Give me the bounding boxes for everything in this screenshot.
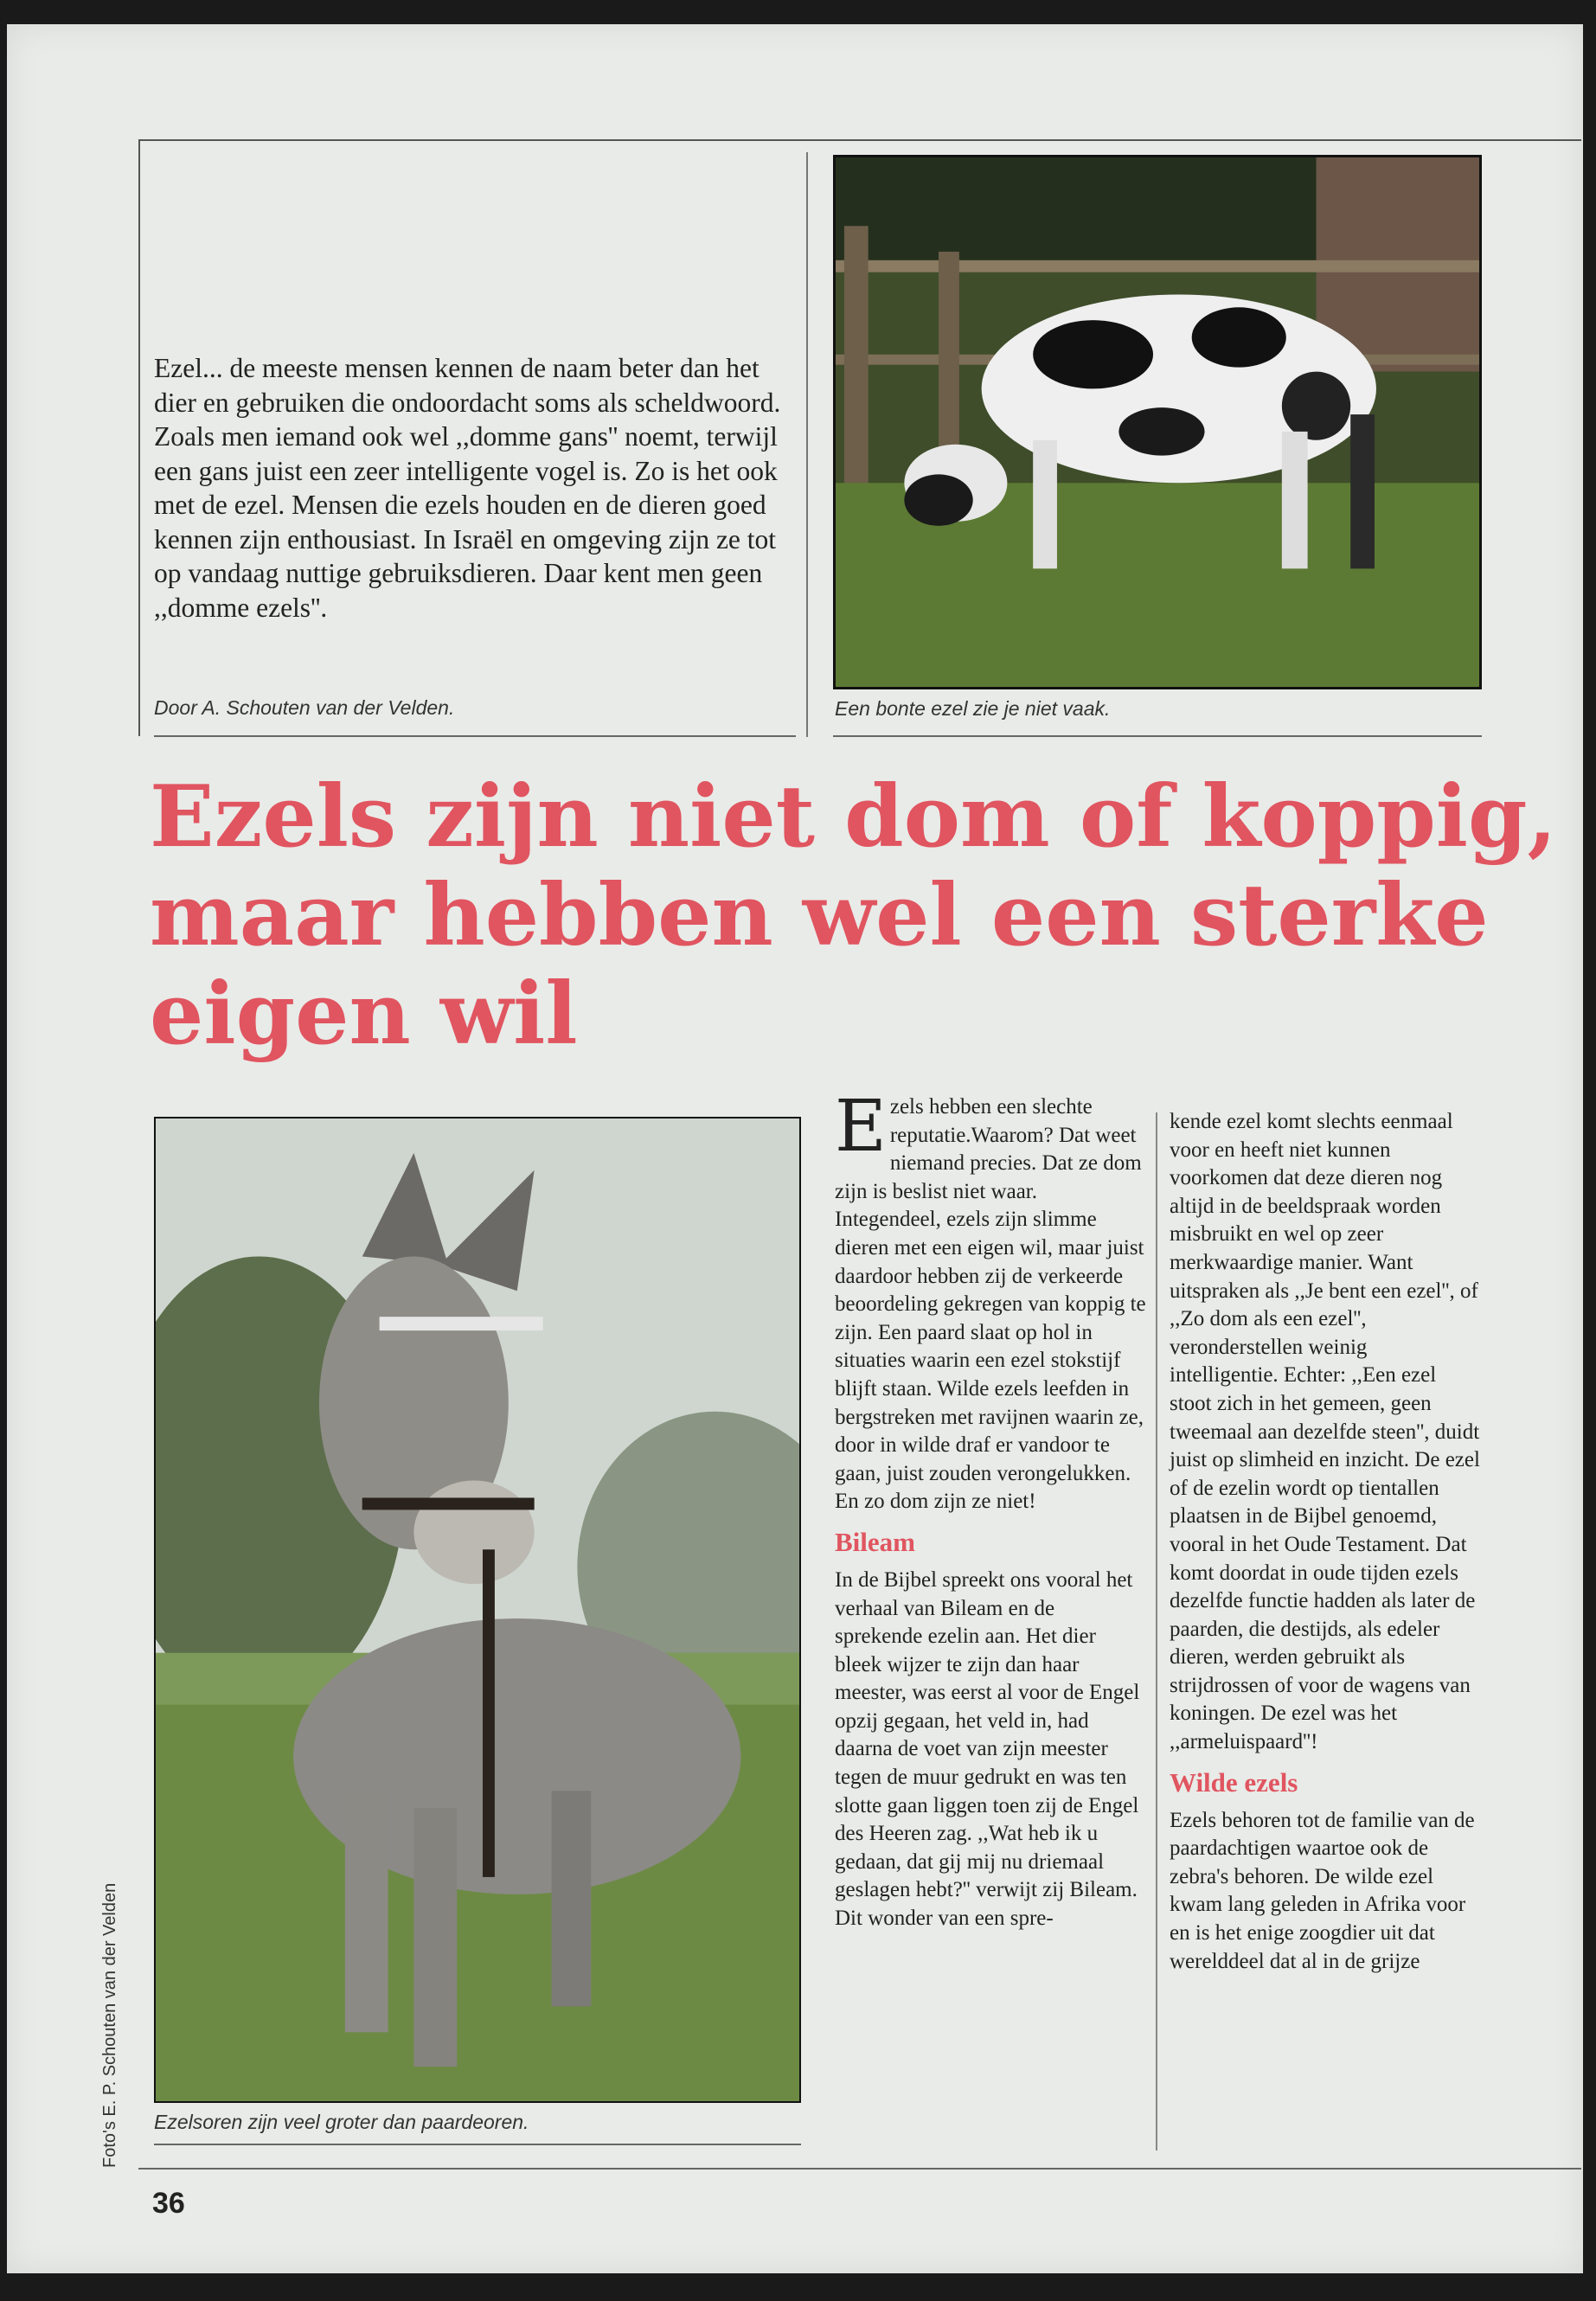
main-photo-rule: [154, 2144, 801, 2145]
subheading-wilde-ezels: Wilde ezels: [1170, 1766, 1298, 1798]
frame-top-line: [138, 139, 1581, 141]
article-column-1: [835, 1086, 1146, 1933]
grey-donkey-photo: [154, 1117, 801, 2103]
magazine-page: [7, 24, 1583, 2273]
article-paragraph-2b: Dit wonder van een spre-: [835, 1907, 1054, 1931]
page-number: 36: [152, 2187, 185, 2220]
intro-rule: [154, 735, 796, 737]
drop-cap: E: [835, 1086, 887, 1168]
frame-left-line: [138, 139, 140, 736]
author-byline: Door A. Schouten van der Velden.: [154, 696, 455, 719]
subheading-bileam: Bileam: [835, 1526, 915, 1557]
piebald-donkey-photo: [833, 155, 1482, 689]
headline-line-1: Ezels zijn niet dom of koppig,: [150, 767, 1557, 867]
intro-paragraph: Ezel... de meeste mensen kennen de naam beter dan het dier en gebruiken die ondoordacht soms als scheldwoord. Zoals men iemand ook wel ,,domme gans'' noemt, terwijl een gans juist een zeer intelligente vogel is. Zo is het ook met de ezel. Mensen die ezels houden en de dieren goed kennen zijn enthousiast. In Israël en omgeving zijn ze tot op vandaag nuttige gebruiksdieren. Daar kent men geen ,,domme ezels''.: [154, 353, 781, 623]
article-paragraph-1b: En zo dom zijn ze niet!: [835, 1490, 1036, 1514]
article-column-2: [1170, 1108, 1481, 1976]
article-paragraph-4: Ezels behoren tot de familie van de paardachtigen waartoe ook de zebra's behoren. De wilde ezel kwam lang geleden in Afrika voor en is het enige zoogdier uit dat werelddeel dat al in de grijze: [1170, 1808, 1475, 1973]
article-paragraph-3: kende ezel komt slechts eenmaal voor en heeft niet kunnen voorkomen dat deze dieren nog altijd in de beeldspraak worden misbruikt en wel op zeer merkwaardige manier. Want uitspraken als ,,Je bent een ezel'', of ,,Zo dom als een ezel'', veronderstellen weinig intelligentie. Echter: ,,Een ezel stoot zich in het gemeen, geen tweemaal aan dezelfde steen'', duidt juist op slimheid en inzicht. De ezel of de ezelin wordt op tientallen plaatsen in de Bijbel genoemd, vooral in het Oude Testament. Dat komt doordat in oude tijden ezels dezelfde functie hadden als later de paarden, die destijds, als edeler dieren, werden gebruikt als strijdrossen of voor de wagens van koningen. De ezel was het ,,armeluispaard''!: [1170, 1110, 1480, 1754]
headline-line-3: eigen wil: [150, 965, 578, 1064]
top-photo-rule: [833, 735, 1482, 737]
footer-rule: [138, 2168, 1581, 2170]
headline-line-2: maar hebben wel een sterke: [150, 866, 1489, 965]
article-column-divider: [1156, 1112, 1157, 2150]
article-headline: [150, 768, 1568, 1064]
photo-credit: Foto's E. P. Schouten van der Velden: [100, 1882, 119, 2168]
top-photo-caption: Een bonte ezel zie je niet vaak.: [835, 697, 1111, 720]
article-paragraph-2: In de Bijbel spreekt ons vooral het verhaal van Bileam en de sprekende ezelin aan. Het dier bleek wijzer te zijn dan haar meester, was eerst al voor de Engel opzij gegaan, het veld in, had daarna de voet van zijn meester tegen de muur gedrukt en was ten slotte gaan liggen toen zij de Engel des Heeren zag. ,,Wat heb ik u gedaan, dat gij mij nu driemaal geslagen hebt?'' verwijt zij Bileam.: [835, 1567, 1140, 1902]
article-paragraph-1: zels hebben een slechte reputatie.Waarom? Dat weet niemand precies. Dat ze dom zijn is beslist niet waar. Integendeel, ezels zijn slimme dieren met een eigen wil, maar juist daardoor hebben zij de verkeerde beoordeling gekregen van koppig te zijn. Een paard slaat op hol in situaties waarin een ezel stokstijf blijft staan. Wilde ezels leefden in bergstreken met ravijnen waarin ze, door in wilde draf er vandoor te gaan, juist zouden verongelukken.: [835, 1095, 1146, 1485]
top-column-divider: [806, 152, 808, 737]
main-photo-caption: Ezelsoren zijn veel groter dan paardeoren.: [154, 2111, 529, 2133]
